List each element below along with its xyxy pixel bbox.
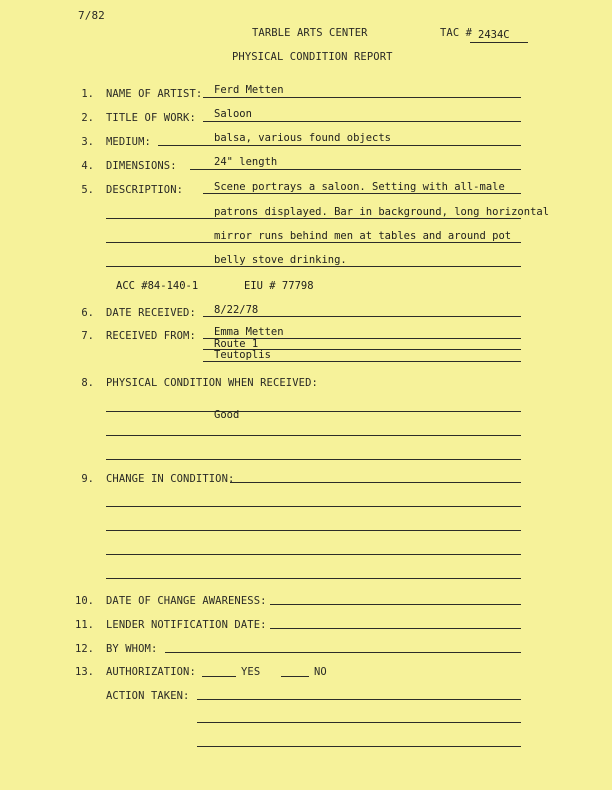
condition-rule	[106, 435, 521, 436]
action-taken-rule	[197, 722, 521, 723]
date-received-label: DATE RECEIVED:	[106, 307, 196, 319]
no-blank	[281, 676, 309, 677]
action-taken-label: ACTION TAKEN:	[106, 690, 190, 702]
by-whom-line	[165, 652, 521, 653]
center-name: TARBLE ARTS CENTER	[252, 27, 368, 39]
field-number: 6.	[81, 307, 94, 319]
field-number: 8.	[81, 377, 94, 389]
dimensions-value: 24" length	[214, 156, 278, 168]
lender-notification-label: LENDER NOTIFICATION DATE:	[106, 619, 267, 631]
description-line-2: patrons displayed. Bar in background, long horizontal	[214, 206, 550, 218]
action-taken-rule	[197, 699, 521, 700]
description-label: DESCRIPTION:	[106, 184, 184, 196]
field-number: 2.	[81, 112, 94, 124]
description-line-3: mirror runs behind men at tables and around pot	[214, 230, 512, 242]
condition-received-label: PHYSICAL CONDITION WHEN RECEIVED:	[106, 377, 318, 389]
field-number: 9.	[81, 473, 94, 485]
yes-option: YES	[241, 666, 261, 678]
received-from-rule	[203, 361, 521, 362]
title-label: TITLE OF WORK:	[106, 112, 196, 124]
field-number: 4.	[81, 160, 94, 172]
change-awareness-line	[270, 604, 521, 605]
dimensions-label: DIMENSIONS:	[106, 160, 177, 172]
description-rule	[106, 218, 521, 219]
no-option: NO	[314, 666, 327, 678]
artist-line	[203, 97, 521, 98]
authorization-label: AUTHORIZATION:	[106, 666, 196, 678]
artist-label: NAME OF ARTIST:	[106, 88, 203, 100]
action-taken-rule	[197, 746, 521, 747]
received-from-line-1: Emma Metten	[214, 326, 284, 338]
by-whom-label: BY WHOM:	[106, 643, 158, 655]
tac-label: TAC #	[440, 27, 473, 39]
lender-notification-line	[270, 628, 521, 629]
report-title: PHYSICAL CONDITION REPORT	[232, 51, 393, 63]
change-condition-rule	[106, 506, 521, 507]
artist-value: Ferd Metten	[214, 84, 284, 96]
dimensions-line	[190, 169, 521, 170]
tac-number-line	[470, 42, 528, 43]
field-number: 1.	[81, 88, 94, 100]
change-condition-rule	[230, 482, 521, 483]
field-number: 10.	[75, 595, 94, 607]
description-rule	[106, 242, 521, 243]
condition-rule	[106, 459, 521, 460]
date-received-value: 8/22/78	[214, 304, 259, 316]
change-condition-rule	[106, 530, 521, 531]
change-condition-rule	[106, 554, 521, 555]
description-rule	[106, 266, 521, 267]
received-from-line-2: Route 1	[214, 338, 259, 350]
received-from-label: RECEIVED FROM:	[106, 330, 196, 342]
title-line	[203, 121, 521, 122]
condition-rule	[106, 411, 521, 412]
date-code: 7/82	[78, 9, 105, 22]
condition-received-value: Good	[214, 409, 240, 421]
eiu-number: EIU # 77798	[244, 280, 314, 292]
field-number: 11.	[75, 619, 94, 631]
description-line-1: Scene portrays a saloon. Setting with all-male	[214, 181, 505, 193]
field-number: 5.	[81, 184, 94, 196]
field-number: 13.	[75, 666, 94, 678]
change-condition-label: CHANGE IN CONDITION:	[106, 473, 235, 485]
received-from-line-3: Teutoplis	[214, 349, 271, 361]
medium-value: balsa, various found objects	[214, 132, 392, 144]
change-awareness-label: DATE OF CHANGE AWARENESS:	[106, 595, 267, 607]
change-condition-rule	[106, 578, 521, 579]
acc-number: ACC #84-140-1	[116, 280, 199, 292]
title-value: Saloon	[214, 108, 252, 120]
field-number: 12.	[75, 643, 94, 655]
date-received-line	[203, 316, 521, 317]
description-line-4: belly stove drinking.	[214, 254, 347, 266]
field-number: 7.	[81, 330, 94, 342]
description-rule	[203, 193, 521, 194]
tac-number: 2434C	[478, 29, 510, 41]
medium-line	[158, 145, 521, 146]
field-number: 3.	[81, 136, 94, 148]
medium-label: MEDIUM:	[106, 136, 151, 148]
yes-blank	[202, 676, 236, 677]
